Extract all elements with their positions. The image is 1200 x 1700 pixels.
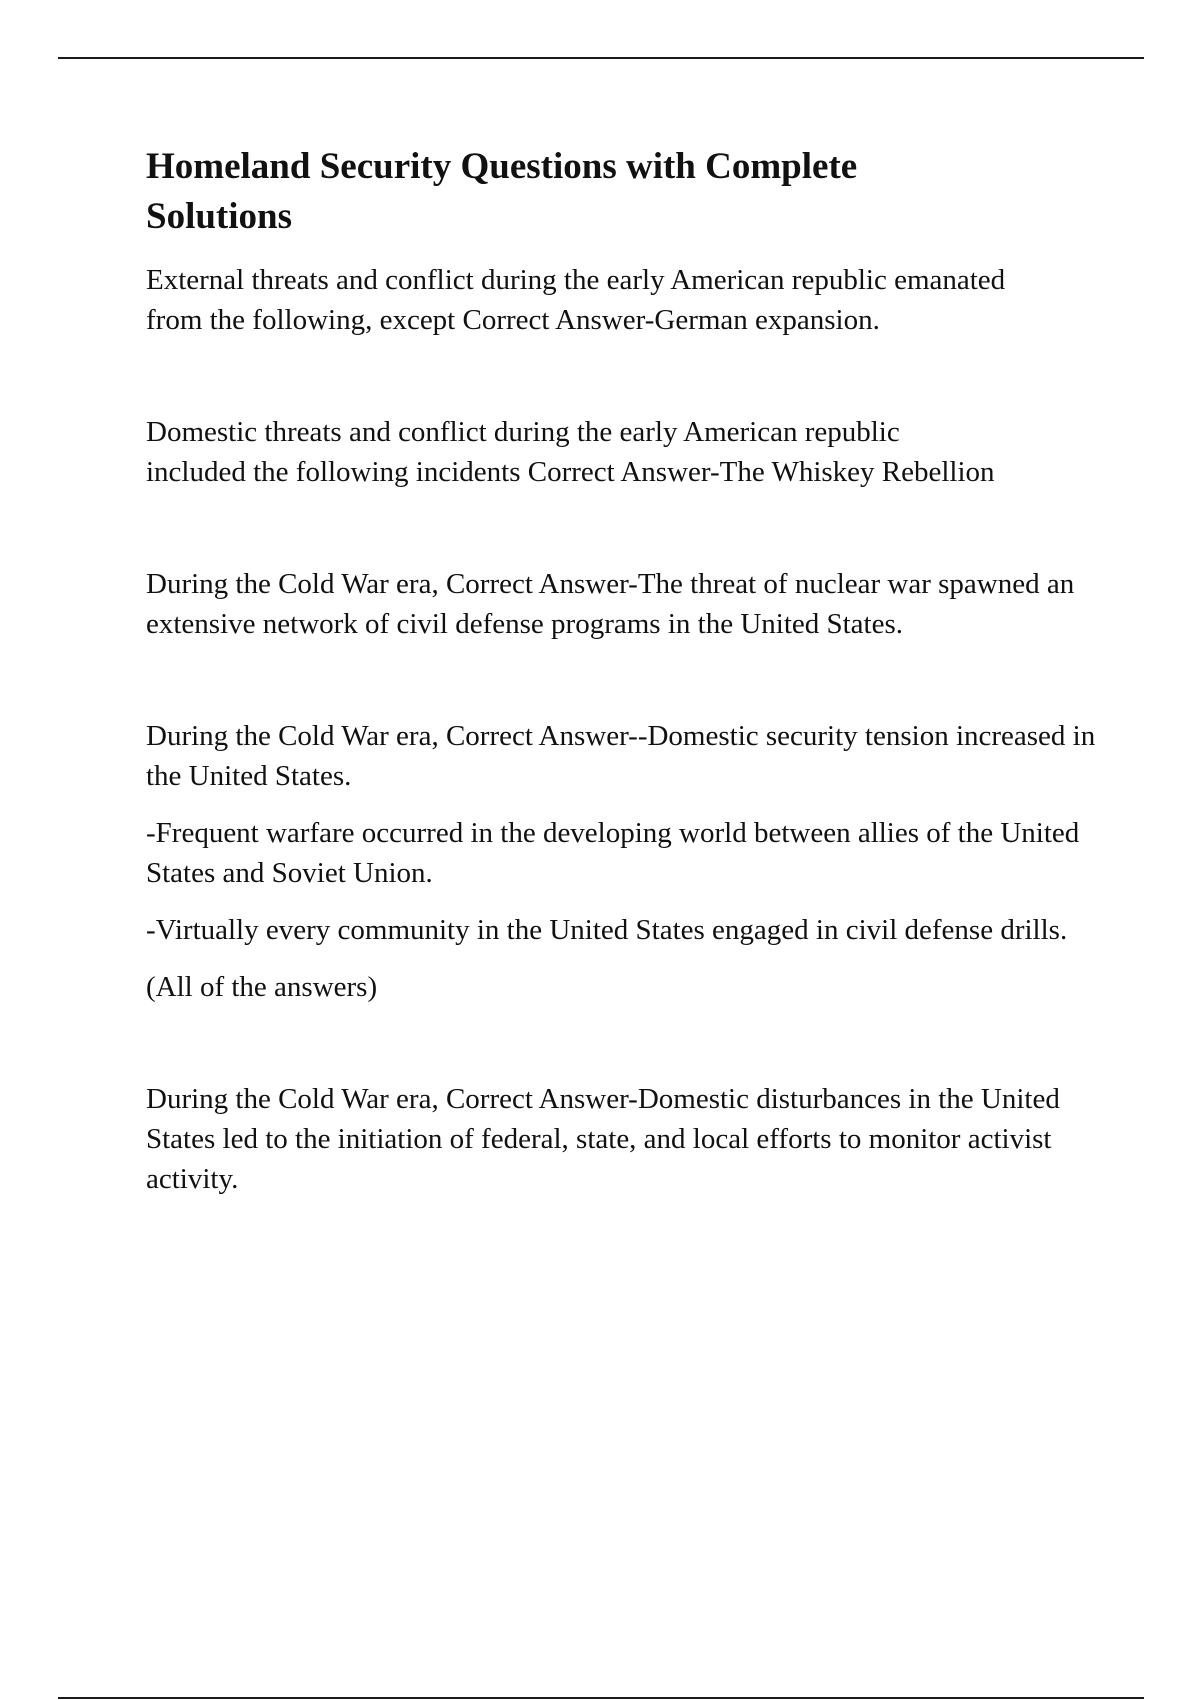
- qa-text: Domestic threats and conflict during the early American republic included the following incidents Correct Answer-The Whiskey Rebellion: [146, 416, 995, 488]
- qa-item: [146, 564, 1106, 644]
- qa-item: [146, 716, 1106, 1007]
- qa-item: [146, 412, 1106, 492]
- footer-rule: [58, 1697, 1144, 1699]
- qa-answer-line: -Virtually every community in the United States engaged in civil defense drills.: [146, 914, 1068, 946]
- qa-item: [146, 260, 1106, 340]
- qa-text: During the Cold War era, Correct Answer-The threat of nuclear war spawned an extensive network of civil defense programs in the United States.: [146, 568, 1075, 640]
- qa-item: [146, 1079, 1106, 1199]
- qa-answer-line: (All of the answers): [146, 971, 378, 1003]
- document-title: Homeland Security Questions with Complete Solutions: [146, 146, 858, 237]
- qa-answer-line: -Frequent warfare occurred in the developing world between allies of the United States and Soviet Union.: [146, 817, 1080, 889]
- document-body: [146, 142, 1106, 1271]
- qa-text: During the Cold War era, Correct Answer--Domestic security tension increased in the United States.: [146, 720, 1096, 792]
- qa-text: External threats and conflict during the early American republic emanated from the following, except Correct Answer-German expansion.: [146, 264, 1006, 336]
- qa-text: During the Cold War era, Correct Answer-Domestic disturbances in the United States led to the initiation of federal, state, and local efforts to monitor activist activity.: [146, 1083, 1060, 1195]
- header-rule: [58, 57, 1144, 59]
